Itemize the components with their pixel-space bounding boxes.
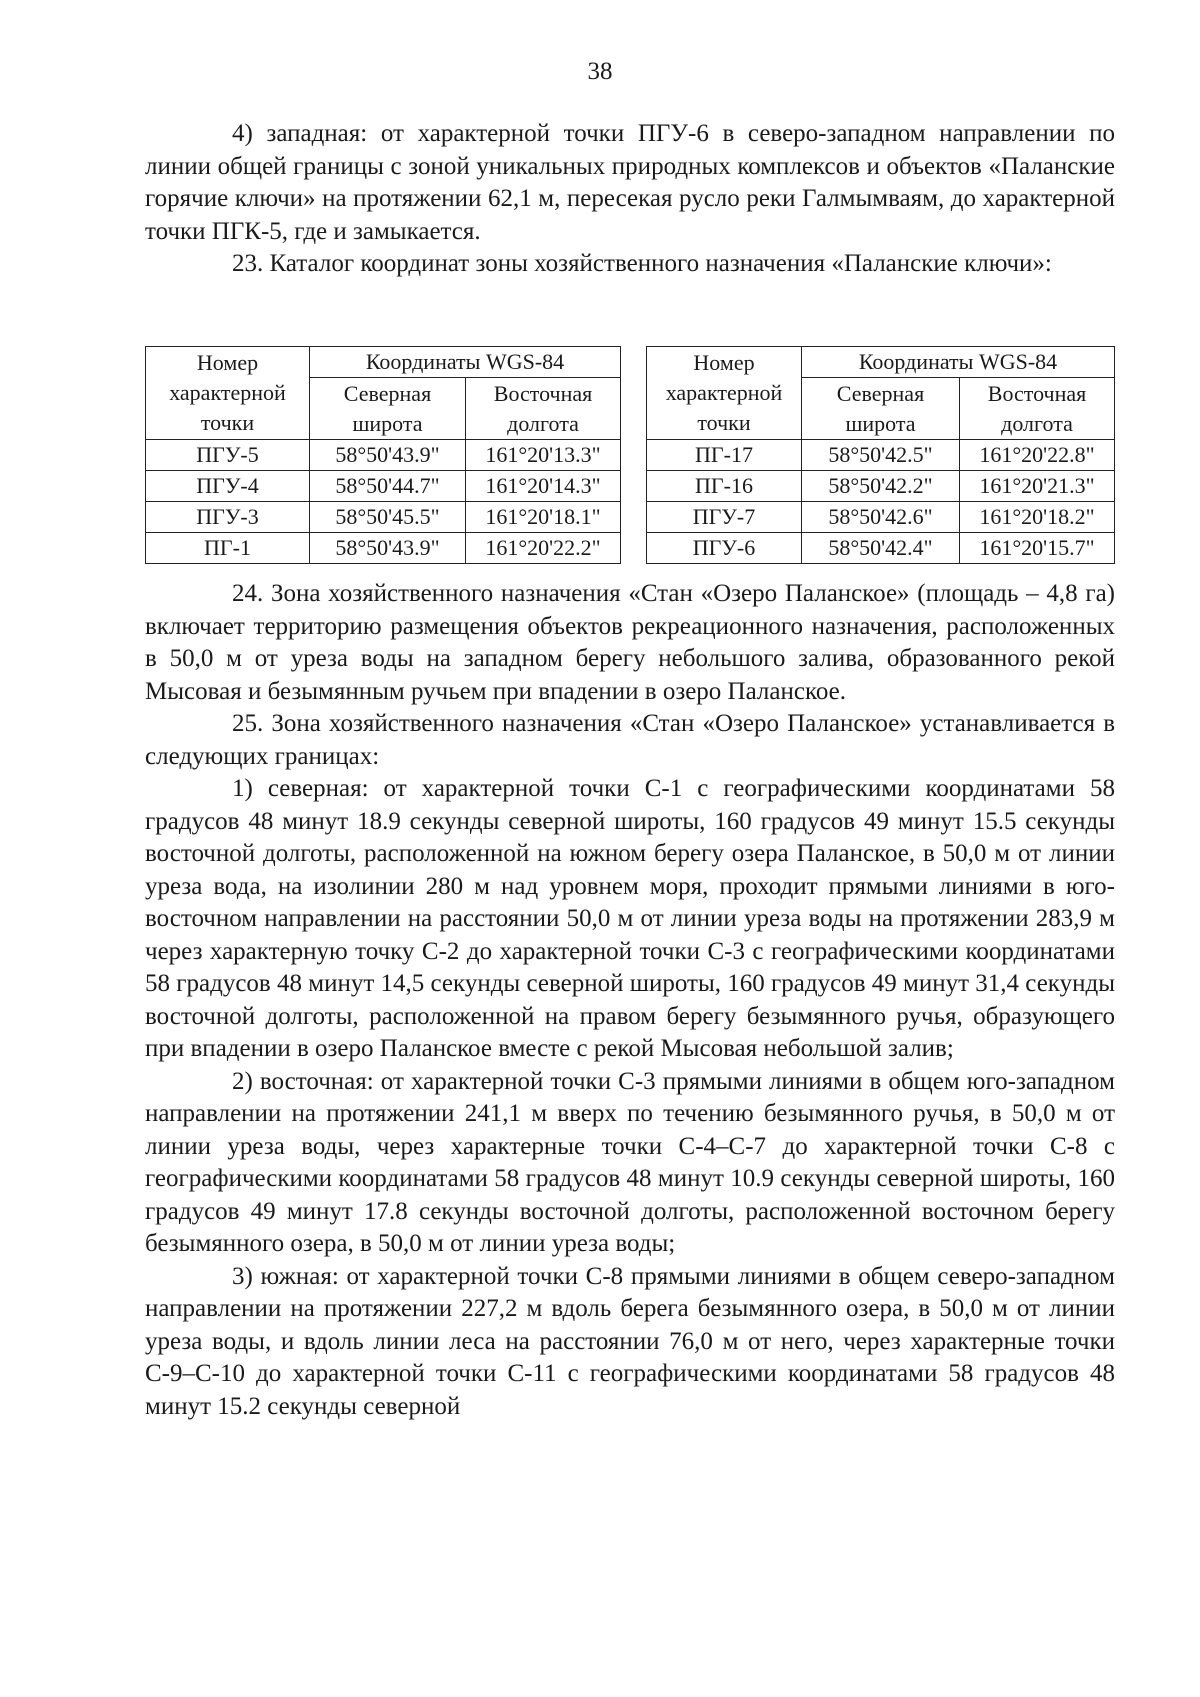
cell-lon: 161°20'22.2" bbox=[466, 533, 621, 564]
paragraph: 25. Зона хозяйственного назначения «Стан «Озеро Паланское» устанавливается в следующих границах: bbox=[145, 710, 1115, 770]
cell-lon: 161°20'21.3" bbox=[960, 471, 1115, 502]
cell-lat: 58°50'43.9" bbox=[310, 533, 466, 564]
cell-lon: 161°20'18.2" bbox=[960, 502, 1115, 533]
cell-point: ПГ-17 bbox=[647, 440, 802, 471]
cell-lon: 161°20'14.3" bbox=[466, 471, 621, 502]
header-point-number: Номер характерной точки bbox=[647, 347, 802, 440]
cell-lat: 58°50'44.7" bbox=[310, 471, 466, 502]
table-row bbox=[647, 440, 1115, 471]
table-row bbox=[146, 440, 621, 471]
paragraph: 24. Зона хозяйственного назначения «Стан «Озеро Паланское» (площадь – 4,8 га) включает территорию размещения объектов рекреационного назначения, расположенных в 50,0 м от уреза воды на западном берегу небольшого залива, образованного рекой Мысовая и безымянным ручьем при впадении в озеро Паланское. bbox=[145, 580, 1115, 705]
cell-lat: 58°50'42.2" bbox=[802, 471, 960, 502]
table-row bbox=[647, 471, 1115, 502]
cell-lat: 58°50'42.4" bbox=[802, 533, 960, 564]
cell-lon: 161°20'22.8" bbox=[960, 440, 1115, 471]
paragraph: 3) южная: от характерной точки С-8 прямыми линиями в общем северо-западном направлении на протяжении 227,2 м вдоль берега безымянного озера, в 50,0 м от линии уреза воды, и вдоль линии леса на расстоянии 76,0 м от него, через характерные точки С-9–С-10 до характерной точки С-11 с географическими координатами 58 градусов 48 минут 15.2 секунды северной bbox=[145, 1262, 1115, 1420]
text-block-top bbox=[145, 118, 1115, 281]
cell-lon: 161°20'15.7" bbox=[960, 533, 1115, 564]
cell-lon: 161°20'13.3" bbox=[466, 440, 621, 471]
cell-lat: 58°50'45.5" bbox=[310, 502, 466, 533]
header-latitude: Северная широта bbox=[802, 378, 960, 440]
header-point-number: Номер характерной точки bbox=[146, 347, 310, 440]
page-number: 38 bbox=[587, 58, 613, 85]
paragraph: 23. Каталог координат зоны хозяйственного назначения «Паланские ключи»: bbox=[232, 250, 1052, 277]
paragraph: 4) западная: от характерной точки ПГУ-6 в северо-западном направлении по линии общей границы с зоной уникальных природных комплексов и объектов «Паланские горячие ключи» на протяжении 62,1 м, пересекая русло реки Галмымваям, до характерной точки ПГК-5, где и замыкается. bbox=[145, 120, 1115, 245]
header-longitude: Восточная долгота bbox=[466, 378, 621, 440]
cell-point: ПГУ-5 bbox=[146, 440, 310, 471]
text-block-bottom bbox=[145, 578, 1115, 1423]
paragraph: 1) северная: от характерной точки С-1 с географическими координатами 58 градусов 48 минут 18.9 секунды северной широты, 160 градусов 49 минут 15.5 секунды восточной долготы, расположенной на южном берегу озера Паланское, в 50,0 м от линии уреза вода, на изолинии 280 м над уровнем моря, проходит прямыми линиями в юго-восточном направлении на расстоянии 50,0 м от линии уреза воды на протяжении 283,9 м через характерную точку С-2 до характерной точки С-3 с географическими координатами 58 градусов 48 минут 14,5 секунды северной широты, 160 градусов 49 минут 31,4 секунды восточной долготы, расположенной на правом берегу безымянного ручья, образующего при впадении в озеро Паланское вместе с рекой Мысовая небольшой залив; bbox=[145, 775, 1115, 1062]
table-row bbox=[647, 533, 1115, 564]
cell-point: ПГ-1 bbox=[146, 533, 310, 564]
header-longitude: Восточная долгота bbox=[960, 378, 1115, 440]
cell-point: ПГУ-4 bbox=[146, 471, 310, 502]
cell-lat: 58°50'42.5" bbox=[802, 440, 960, 471]
header-latitude: Северная широта bbox=[310, 378, 466, 440]
table-row bbox=[146, 471, 621, 502]
cell-point: ПГ-16 bbox=[647, 471, 802, 502]
cell-lat: 58°50'42.6" bbox=[802, 502, 960, 533]
table-row bbox=[647, 502, 1115, 533]
cell-lat: 58°50'43.9" bbox=[310, 440, 466, 471]
coordinates-table-left bbox=[145, 346, 621, 564]
cell-point: ПГУ-7 bbox=[647, 502, 802, 533]
paragraph: 2) восточная: от характерной точки С-3 прямыми линиями в общем юго-западном направлении на протяжении 241,1 м вверх по течению безымянного ручья, в 50,0 м от линии уреза воды, через характерные точки С-4–С-7 до характерной точки С-8 с географическими координатами 58 градусов 48 минут 10.9 секунды северной широты, 160 градусов 49 минут 17.8 секунды восточной долготы, расположенной восточном берегу безымянного озера, в 50,0 м от линии уреза воды; bbox=[145, 1067, 1115, 1257]
header-coordinates: Координаты WGS-84 bbox=[310, 347, 621, 378]
cell-point: ПГУ-6 bbox=[647, 533, 802, 564]
header-coordinates: Координаты WGS-84 bbox=[802, 347, 1115, 378]
table-row bbox=[146, 533, 621, 564]
table-row bbox=[146, 502, 621, 533]
cell-lon: 161°20'18.1" bbox=[466, 502, 621, 533]
cell-point: ПГУ-3 bbox=[146, 502, 310, 533]
coordinates-table-right bbox=[646, 346, 1115, 564]
